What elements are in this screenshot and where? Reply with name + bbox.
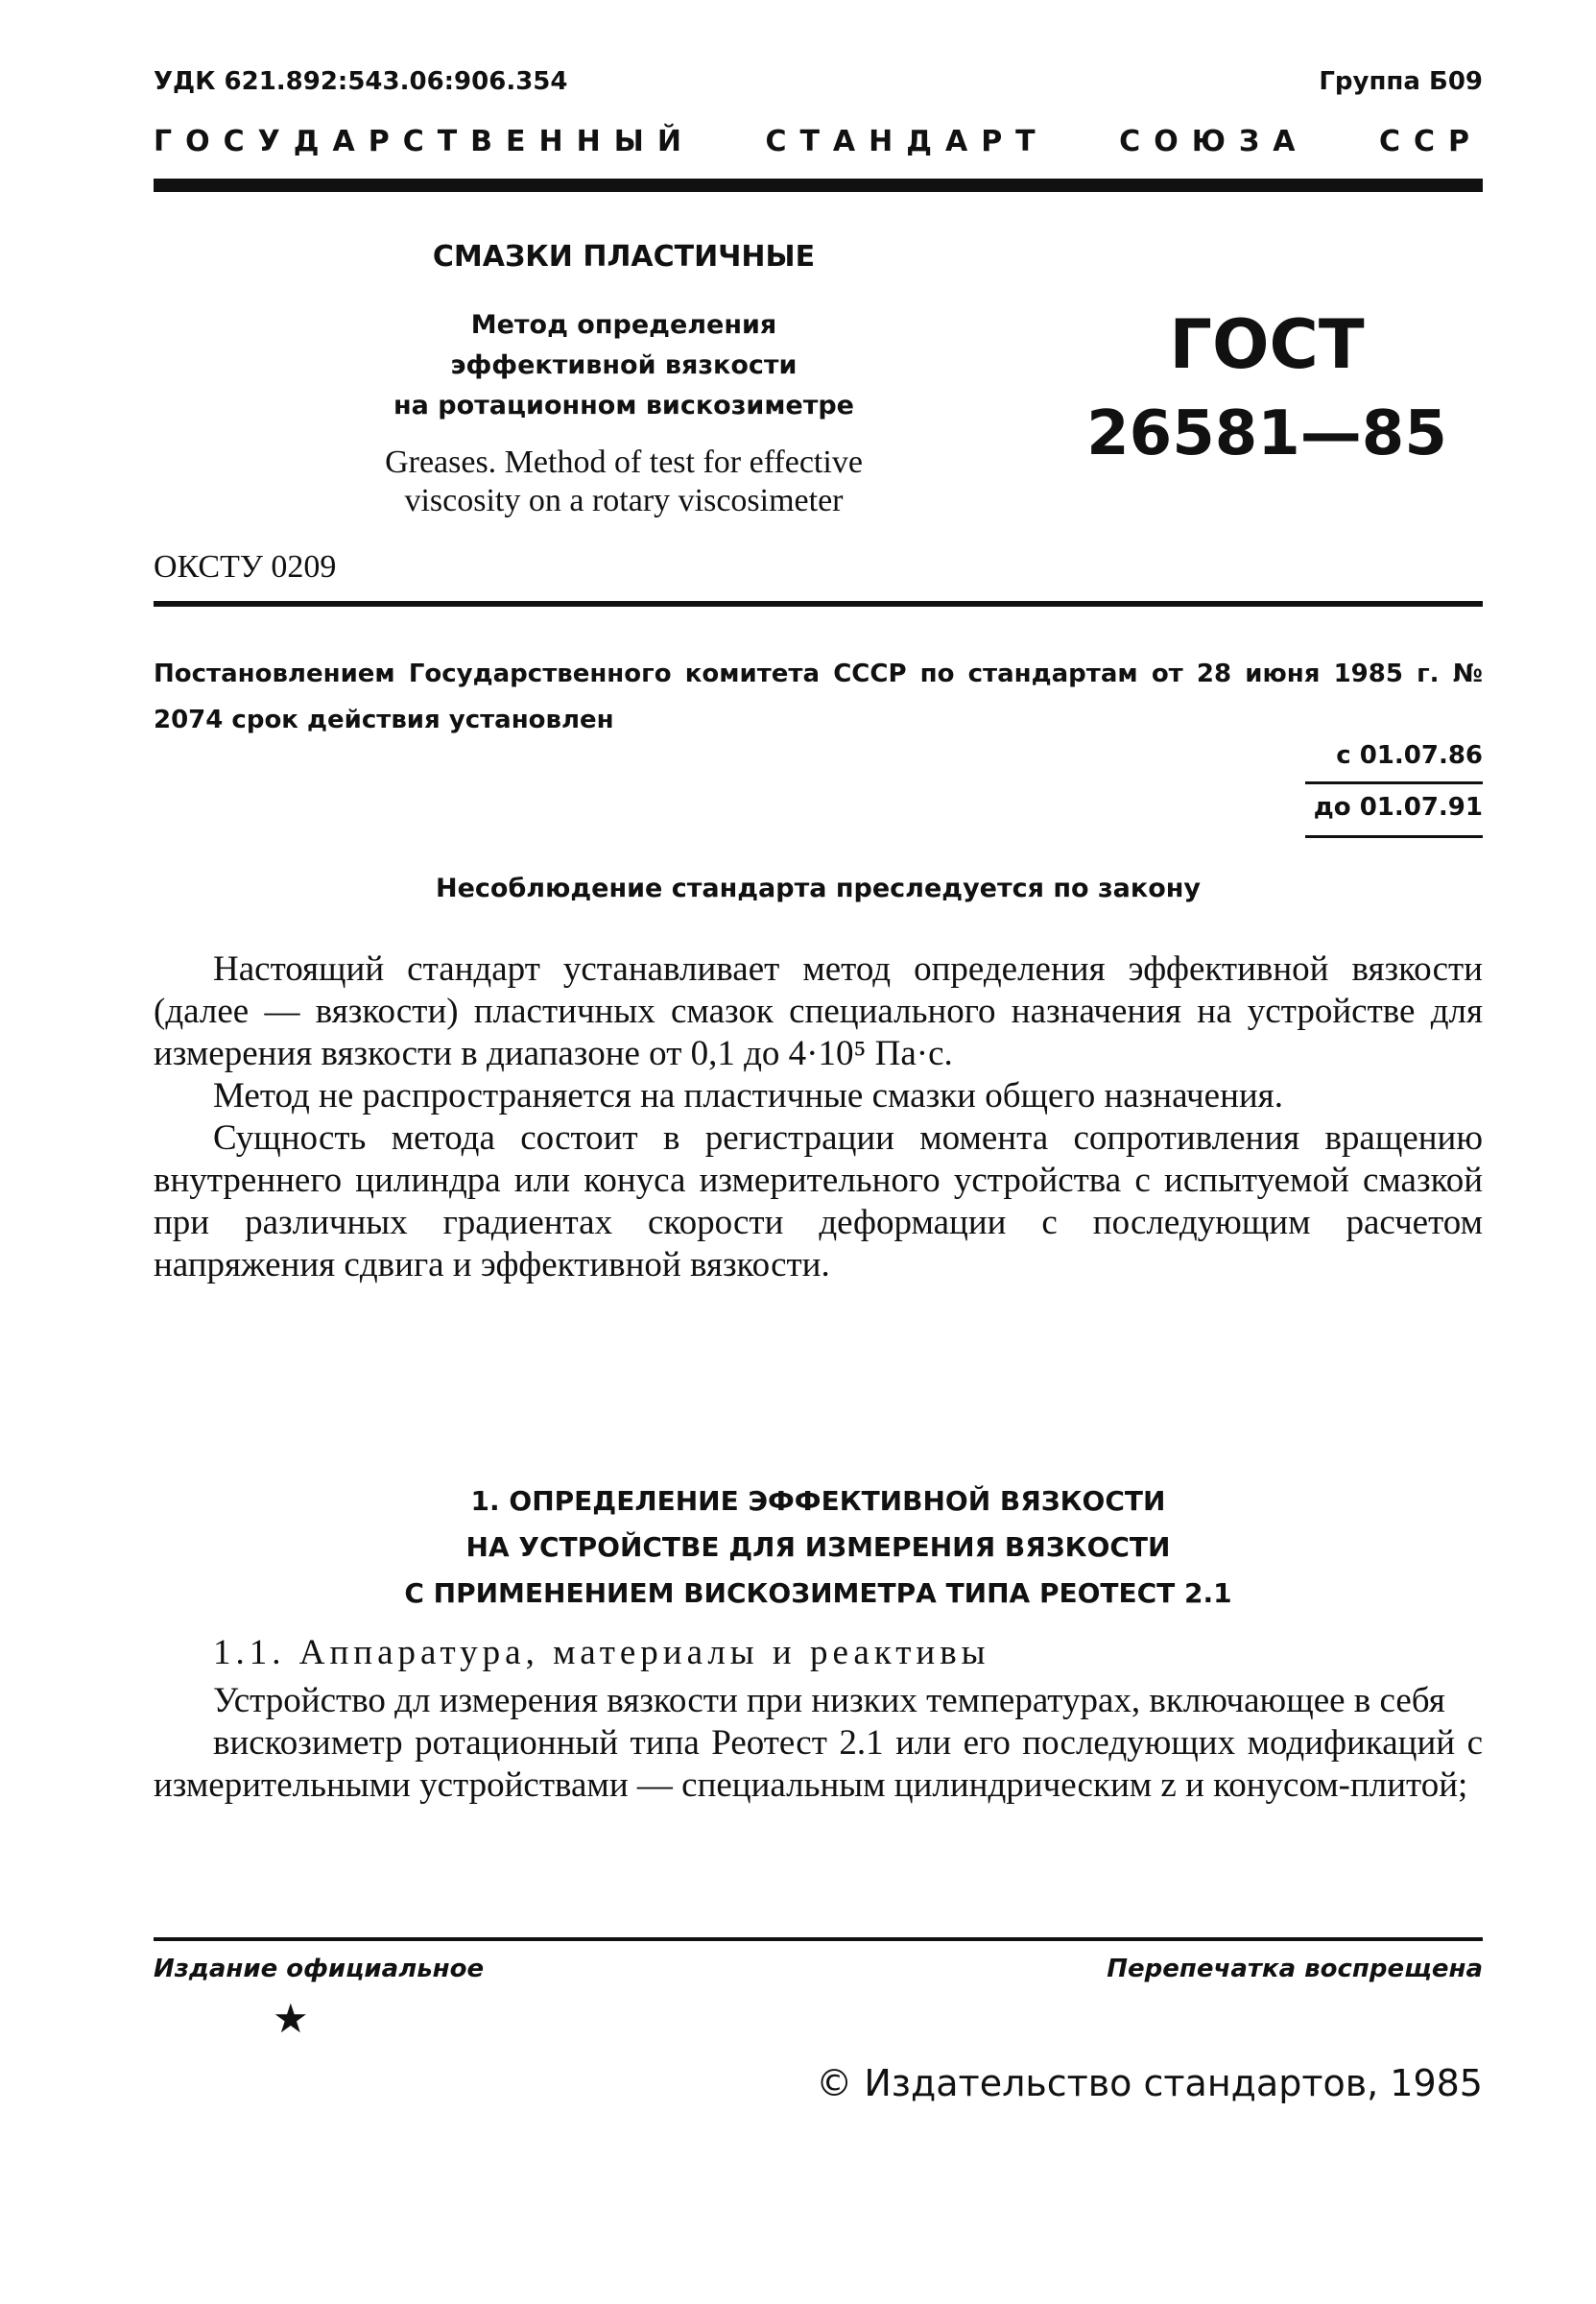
english-title-line-2: viscosity on a rotary viscosimeter: [404, 483, 844, 518]
effective-to: до 01.07.91: [1313, 793, 1483, 822]
banner-word-standard: СТАНДАРТ: [765, 125, 1049, 158]
subtitle-line-2: эффективной вязкости: [450, 350, 798, 380]
decree-text: Постановлением Государственного комитета СССР по стандартам от 28 июня 1985 г. № 2074 срок действия установлен: [154, 660, 1483, 734]
english-title-line-1: Greases. Method of test for effective: [385, 444, 863, 480]
intro-paragraph-2: Метод не распространяется на пластичные смазки общего назначения.: [213, 1076, 1283, 1116]
official-edition: Издание официальное: [154, 1955, 485, 1983]
apparatus-paragraph-1: Устройство дл измерения вязкости при низких температурах, включающее в себя: [213, 1681, 1445, 1720]
english-title: [307, 444, 941, 520]
intro-paragraph-1: Настоящий стандарт устанавливает метод определения эффективной вязкости (далее — вязкости) пластичных смазок специального назначения на устройстве для измерения вязкости в диапазоне от 0,1 до 4·10⁵ Па·с.: [154, 949, 1483, 1073]
date-rule-1: [1305, 781, 1483, 784]
document-title: СМАЗКИ ПЛАСТИЧНЫЕ: [432, 240, 816, 274]
date-rule-2: [1305, 835, 1483, 838]
publisher-line: © Издательство стандартов, 1985: [816, 2062, 1483, 2104]
standard-banner: [154, 125, 1483, 158]
section-heading-line-1: 1. ОПРЕДЕЛЕНИЕ ЭФФЕКТИВНОЙ ВЯЗКОСТИ: [470, 1485, 1166, 1517]
apparatus-body: [154, 1680, 1483, 1807]
gost-label: ГОСТ: [1169, 305, 1365, 384]
banner-word-union: СОЮЗА: [1119, 125, 1309, 158]
footer-divider: [154, 1937, 1483, 1941]
star-icon: ★: [273, 1998, 309, 2042]
banner-word-ussr: ССР: [1378, 125, 1483, 158]
document-subtitle: [326, 305, 921, 426]
section-heading-line-3: С ПРИМЕНЕНИЕМ ВИСКОЗИМЕТРА ТИПА РЕОТЕСТ 2.1: [404, 1577, 1232, 1609]
legal-notice: Несоблюдение стандарта преследуется по закону: [435, 874, 1202, 903]
intro-paragraph-3: Сущность метода состоит в регистрации момента сопротивления вращению внутреннего цилиндра или конуса измерительного устройства с испытуемой смазкой при различных градиентах скорости деформации с последующим расчетом напряжения сдвига и эффективной вязкости.: [154, 1118, 1483, 1284]
okstu-code: ОКСТУ 0209: [154, 549, 337, 585]
subtitle-line-3: на ротационном вискозиметре: [393, 391, 854, 420]
reprint-notice: Перепечатка воспрещена: [1107, 1955, 1483, 1983]
subsection-heading: 1.1. Аппаратура, материалы и реактивы: [213, 1633, 990, 1672]
apparatus-paragraph-2: вискозиметр ротационный типа Реотест 2.1 или его последующих модификаций с измерительными устройствами — специальным цилиндрическим z и конусом-плитой;: [154, 1723, 1483, 1805]
udk-code: УДК 621.892:543.06:906.354: [154, 67, 568, 96]
intro-body: [154, 948, 1483, 1286]
header-divider: [154, 179, 1483, 192]
gost-number: 26581—85: [1086, 398, 1447, 469]
subtitle-line-1: Метод определения: [470, 310, 777, 340]
group-code: Группа Б09: [1319, 67, 1483, 96]
banner-word-state: ГОСУДАРСТВЕННЫЙ: [154, 125, 695, 158]
section-heading-line-2: НА УСТРОЙСТВЕ ДЛЯ ИЗМЕРЕНИЯ ВЯЗКОСТИ: [465, 1531, 1171, 1563]
section-heading: [154, 1478, 1483, 1617]
effective-from: с 01.07.86: [1336, 741, 1483, 770]
title-divider: [154, 601, 1483, 607]
